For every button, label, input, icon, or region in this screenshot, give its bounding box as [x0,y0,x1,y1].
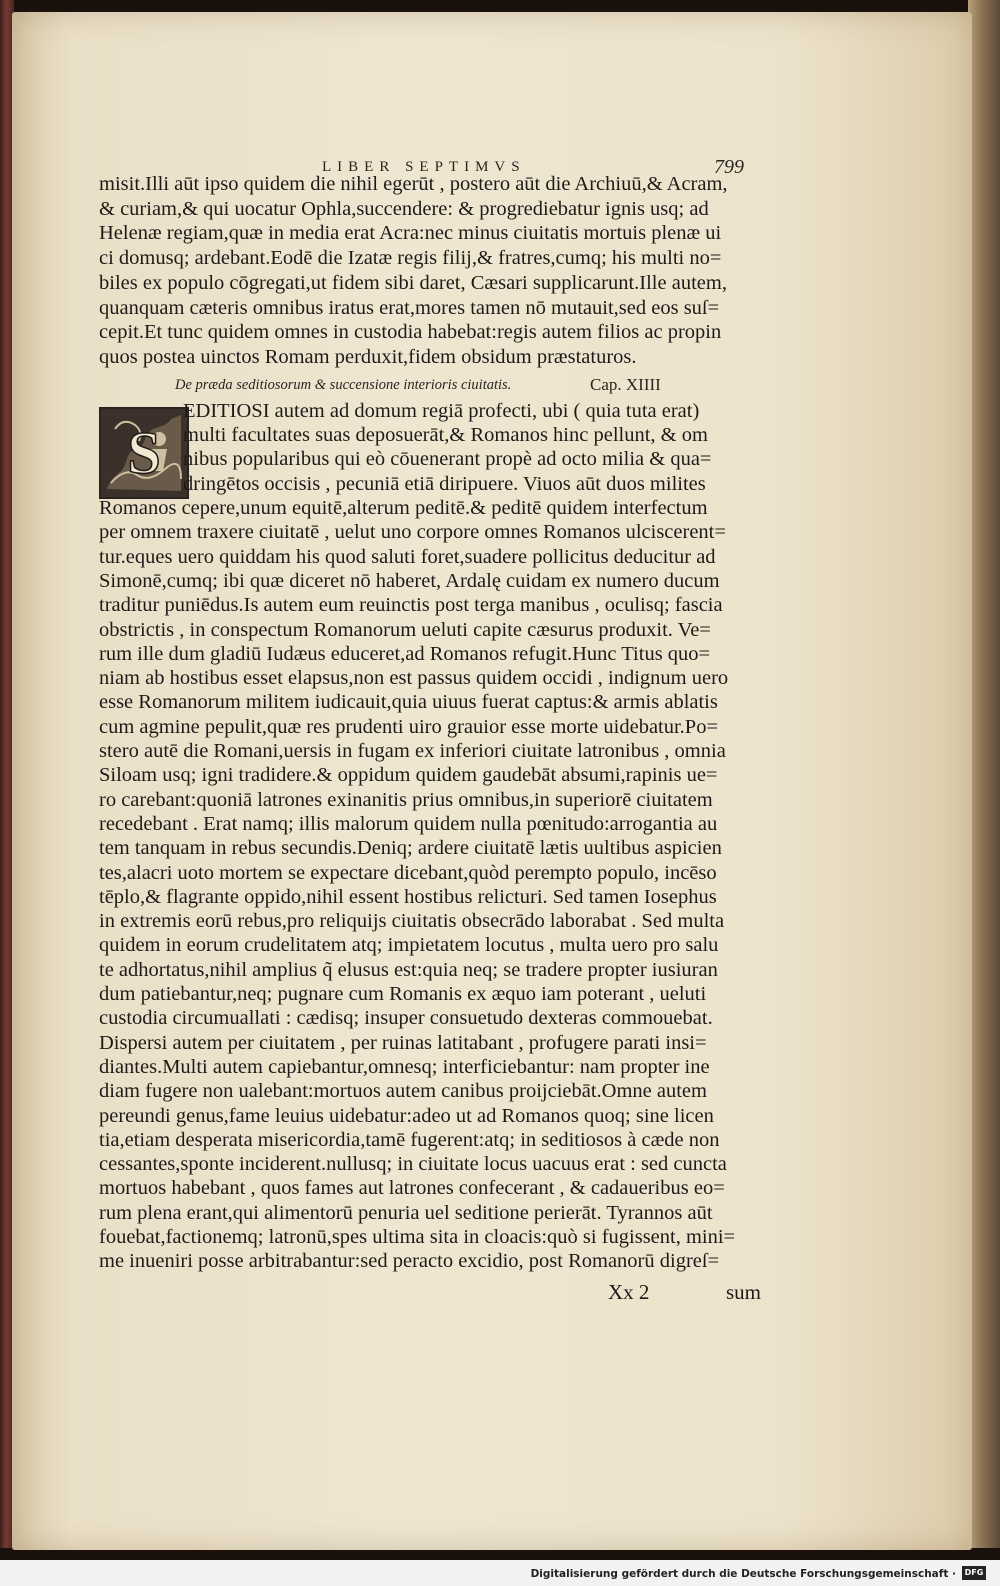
text-line: quanquam cæteris omnibus iratus erat,mores tamen nō mutauit,sed eos suſ= [99,296,720,319]
text-line: cepit.Et tunc quidem omnes in custodia habebat:regis autem filios ac propin [99,321,722,344]
text-line: tur.eques uero quiddam his quod saluti foret,suadere pollicitus deducitur ad [99,545,716,568]
text-line: me inueniri posse arbitrabantur:sed peracto excidio, post Romanorū digreſ= [99,1250,720,1273]
catchword: sum [726,1280,762,1304]
text-line: custodia circumuallati : cædisq; insuper consuetudo dexteras commouebat. [99,1007,713,1030]
text-line: obstrictis , in conspectum Romanorum ueluti capite cæsurus produxit. Ve= [99,618,711,641]
text-line: quidem in eorum crudelitatem atq; impietatem locutus , multa uero pro salu [99,934,719,957]
text-line: te adhortatus,nihil amplius q̃ elusus est:quia neq; se tradere propter iusiuran [99,958,718,981]
text-line: & curiam,& qui uocatur Ophla,succendere: & progrediebatur ignis usq; ad [99,197,709,220]
chapter-number: Cap. XIIII [590,375,661,394]
text-line: cum agmine pepulit,quæ res prudenti uiro grauior esse morte uidebatur.Po= [99,715,719,738]
text-line: tes,alacri uoto mortem se expectare dicebant,quòd perempto populo, incēso [99,861,717,884]
text-line: ci domusq; ardebant.Eodē die Izatæ regis filij,& fratres,cumq; his multi no= [99,247,722,270]
text-line: dringētos occisis , pecuniā etiā diripuere. Viuos aūt duos milites [183,472,706,495]
text-line: dum patiebantur,neq; pugnare cum Romanis ex æquo iam poterant , ueluti [99,983,707,1005]
text-line: EDITIOSI autem ad domum regiā profecti, ubi ( quia tuta erat) [183,400,700,422]
text-line: per omnem traxere ciuitatē , uelut uno corpore omnes Romanos ulciscerent= [99,521,726,544]
dfg-logo: DFG [962,1566,986,1580]
text-line: rum plena erant,qui alimentorū penuria uel seditione perierāt. Tyrannos aūt [99,1201,713,1224]
text-line: Helenæ regiam,quæ in media erat Acra:nec minus ciuitatis mortuis plenæ ui [99,222,722,245]
text-line: multi facultates suas deposuerāt,& Romanos hinc pellunt, & om [183,424,708,447]
page-number: 799 [714,156,744,178]
text-line: diantes.Multi autem capiebantur,omnesq; interficiebantur: nam propter ine [99,1055,710,1078]
text-line: rum ille dum gladiū Iudæus educeret,ad Romanos refugit.Hunc Titus quo= [99,642,711,665]
initial-letter: S [127,420,161,486]
text-line: cessantes,sponte inciderent.nullusq; in ciuitate locus uacuus erat : sed cuncta [99,1153,727,1176]
decorated-initial-art [101,409,187,497]
text-line: esse Romanorum militem iudicauit,quia uiuus fuerat captus:& armis ablatis [99,691,718,714]
text-line: traditur puniēdus.Is autem eum reuinctis post terga manibus , oculisq; fascia [99,594,723,617]
text-line: biles ex populo cōgregati,ut fidem sibi daret, Cæsari supplicarunt.Ille autem, [99,271,727,294]
text-line: in extremis eorū rebus,pro reliquijs ciuitatis obsecrādo laborabat . Sed multa [99,910,725,933]
text-line: diam fugere non ualebant:mortuos autem canibus proijciebāt.Omne autem [99,1080,707,1103]
text-line: nibus popularibus qui eò cōuenerant propè ad octo milia & qua= [183,448,712,471]
text-line: pereundi genus,fame leuius uidebatur:adeo ut ad Romanos quoq; sine licen [99,1104,714,1127]
text-line: tēplo,& flagrante oppido,nihil essent hostibus relicturi. Sed tamen Iosephus [99,885,717,908]
text-line: tem tanquam in rebus secundis.Deniq; ardere ciuitatē lætis uultibus aspicien [99,837,722,860]
text-line: quos postea uinctos Romam perduxit,fidem obsidum præstaturos. [99,345,637,368]
decorated-initial [99,407,189,499]
running-head: LIBER SEPTIMVS [322,159,526,175]
book-page [12,12,972,1550]
text-line: Romanos cepere,unum equitē,alterum peditē.& peditē quidem interfectum [99,497,708,519]
text-line: stero autē die Romani,uersis in fugam ex inferiori ciuitate latronibus , omnia [99,740,726,762]
signature-mark: Xx 2 [608,1280,650,1304]
text-line: Dispersi autem per ciuitatem , per ruinas latitabant , profugere parati insi= [99,1031,707,1054]
text-line: fouebat,factionemq; latronū,spes ultima sita in cloacis:quò si fugissent, mini= [99,1226,736,1248]
text-line: Siloam usq; igni tradidere.& oppidum quidem gaudebāt absumi,rapinis ue= [99,764,718,787]
text-line: misit.Illi aūt ipso quidem die nihil egerūt , postero aūt die Archiuū,& Acram, [99,173,728,195]
text-line: ro carebant:quoniā latrones exinanitis prius omnibus,in superiorē ciuitatem [99,788,713,811]
text-line: Simonē,cumq; ibi quæ diceret nō haberet, Ardalę cuidam ex numero ducum [99,569,720,592]
text-line: mortuos habebant , quos fames aut latrones confecerant , & cadaueribus eo= [99,1177,725,1200]
book-fore-edge [968,0,1000,1560]
text-line: recedebant . Erat namq; illis malorum quidem nulla pœnitudo:arrogantia au [99,812,718,835]
text-line: tia,etiam desperata misericordia,tamē fugerent:atq; in seditiosos à cæde non [99,1128,720,1151]
footer-credit: Digitalisierung gefördert durch die Deutsche Forschungsgemeinschaft · [530,1568,956,1580]
chapter-heading: De præda seditiosorum & succensione interioris ciuitatis. [175,377,512,393]
text-line: niam ab hostibus esset elapsus,non est passus quidem occidi , indignum uero [99,667,729,690]
